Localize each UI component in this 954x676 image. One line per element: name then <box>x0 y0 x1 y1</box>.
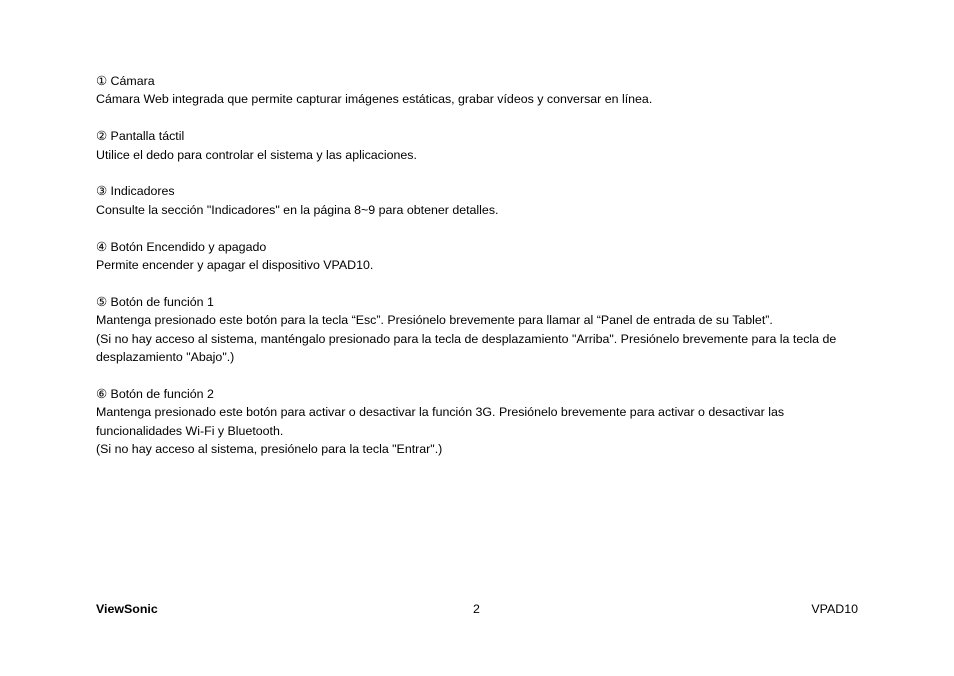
footer-brand: ViewSonic <box>96 602 158 616</box>
document-body <box>96 72 856 477</box>
section-title: ③ Indicadores <box>96 184 175 199</box>
section-note: (Si no hay acceso al sistema, presiónelo para la tecla "Entrar".) <box>96 442 443 457</box>
section-indicators <box>96 182 856 219</box>
section-function-button-2 <box>96 385 856 459</box>
section-note: (Si no hay acceso al sistema, manténgalo presionado para la tecla de desplazamiento "Arriba". Presiónelo brevemente para la tecla de desplazamiento "Abajo".) <box>96 331 837 365</box>
section-description: Utilice el dedo para controlar el sistema y las aplicaciones. <box>96 147 417 162</box>
footer-model: VPAD10 <box>811 602 858 616</box>
section-function-button-1 <box>96 293 856 367</box>
section-description: Mantenga presionado este botón para la tecla “Esc”. Presiónelo brevemente para llamar al “Panel de entrada de su Tablet”. <box>96 313 773 328</box>
section-title: ④ Botón Encendido y apagado <box>96 239 267 254</box>
section-description: Consulte la sección "Indicadores" en la página 8~9 para obtener detalles. <box>96 202 499 217</box>
section-title: ⑤ Botón de función 1 <box>96 294 214 309</box>
section-camera <box>96 72 856 109</box>
section-title: ⑥ Botón de función 2 <box>96 386 214 401</box>
section-description: Mantenga presionado este botón para activar o desactivar la función 3G. Presiónelo brevemente para activar o desactivar las funcionalidades Wi-Fi y Bluetooth. <box>96 405 785 438</box>
section-title: ② Pantalla táctil <box>96 129 185 144</box>
section-description: Permite encender y apagar el dispositivo VPAD10. <box>96 258 374 273</box>
section-title: ① Cámara <box>96 74 155 88</box>
section-description: Cámara Web integrada que permite capturar imágenes estáticas, grabar vídeos y conversar en línea. <box>96 92 653 107</box>
section-power-button <box>96 238 856 275</box>
page-footer <box>96 600 858 618</box>
section-touchscreen <box>96 127 856 164</box>
page-number: 2 <box>473 602 480 616</box>
